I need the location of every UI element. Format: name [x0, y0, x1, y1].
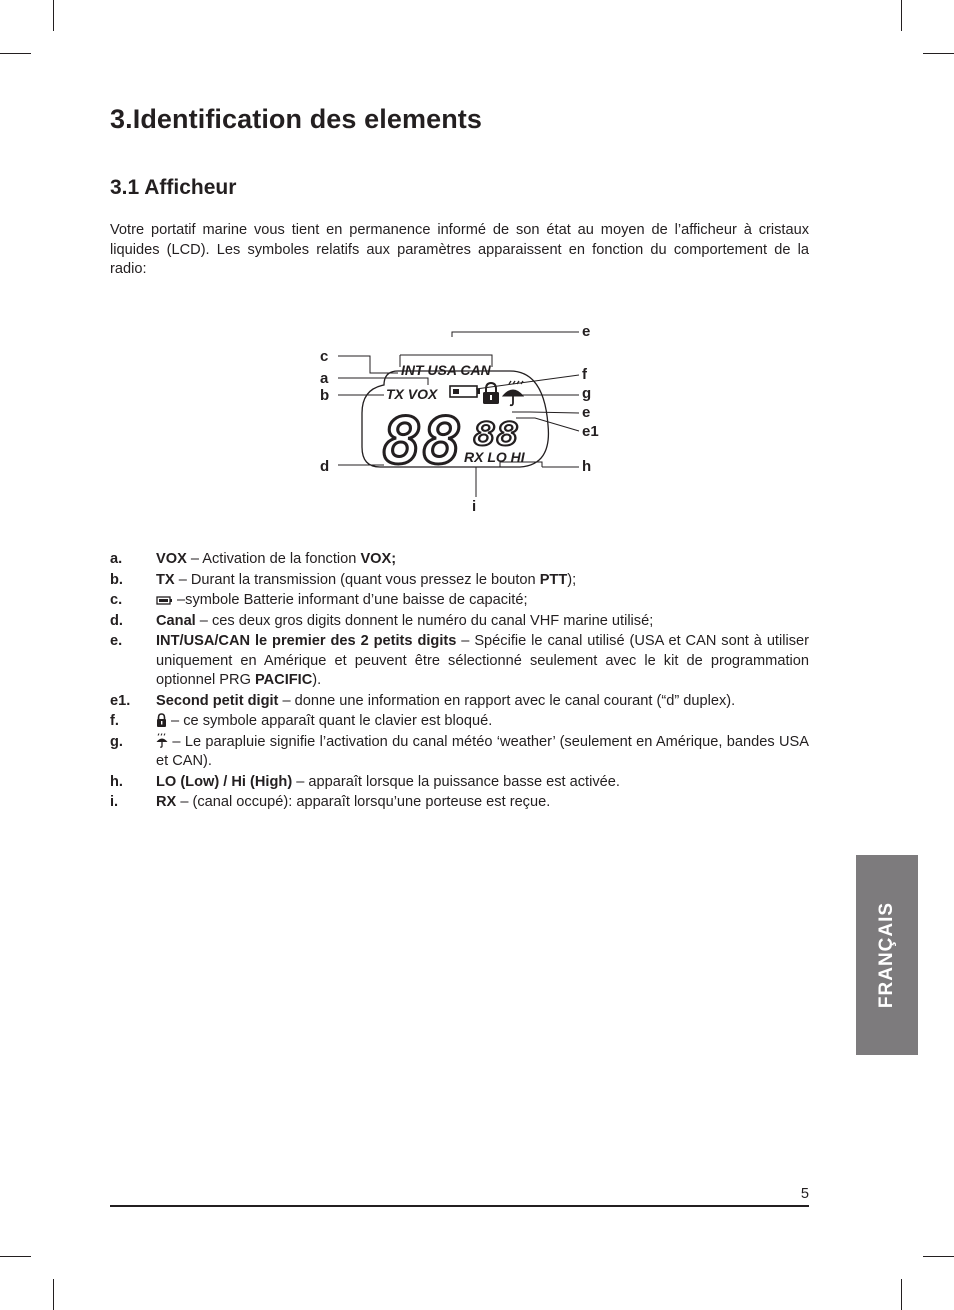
crop-mark: [53, 0, 54, 31]
callout-e-top: e: [582, 323, 591, 340]
crop-mark: [901, 1279, 902, 1310]
lcd-txvox-label: TX VOX: [386, 386, 438, 402]
legend-item-h: h. LO (Low) / Hi (High) – apparaît lorsque la puissance basse est activée.: [110, 773, 809, 793]
legend-item-b: b. TX – Durant la transmission (quant vous pressez le bouton PTT);: [110, 571, 809, 591]
callout-b: b: [320, 387, 330, 404]
legend-list: [110, 550, 809, 814]
item-term: TX: [156, 571, 175, 588]
language-tab: [856, 855, 918, 1055]
lcd-bottom-label: RX LO HI: [464, 449, 525, 465]
callout-h: h: [582, 458, 592, 475]
item-letter: i.: [110, 794, 119, 810]
item-letter: d.: [110, 612, 123, 629]
item-letter: b.: [110, 571, 123, 588]
umbrella-icon: [156, 733, 168, 748]
intro-paragraph: Votre portatif marine vous tient en permanence informé de son état au moyen de l’afficheur à cristaux liquides (LCD). Les symboles relatifs aux paramètres apparaissent en fonction du comportement de la radio:: [110, 222, 809, 277]
item-term: LO (Low) / Hi (High): [156, 773, 293, 790]
callout-i: i: [472, 498, 477, 515]
crop-mark: [0, 1256, 31, 1257]
item-letter: c.: [110, 592, 123, 608]
crop-mark: [53, 1279, 54, 1310]
section-title: 3.1 Afficheur: [110, 176, 237, 199]
language-label: FRANÇAIS: [876, 901, 897, 1009]
crop-mark: [901, 0, 902, 31]
callout-c: c: [320, 348, 329, 365]
lcd-battery-icon: [450, 386, 480, 397]
lcd-band-label: INT USA CAN: [401, 362, 491, 378]
legend-item-c: c. –symbole Batterie informant d’une baisse de capacité;: [110, 591, 809, 611]
item-letter: e.: [110, 633, 123, 649]
lcd-lock-icon: [483, 383, 499, 404]
callout-f: f: [582, 366, 587, 383]
item-letter: e1.: [110, 692, 131, 709]
legend-item-i: i. RX – (canal occupé): apparaît lorsqu’une porteuse est reçue.: [110, 793, 809, 813]
legend-item-g: g. – Le parapluie signifie l’activation du canal météo ‘weather’ (seulement en Amérique, bandes USA et CAN).: [110, 733, 809, 769]
legend-item-e: e. INT/USA/CAN le premier des 2 petits digits – Spécifie le canal utilisé (USA et CAN sont à utiliser uniquement en Amérique et peuvent être sélectionné seulement avec le kit de programmation optionnel PRG PACIFIC).: [110, 633, 809, 688]
item-letter: a.: [110, 551, 123, 567]
lcd-diagram: [300, 315, 630, 520]
legend-item-a: a. VOX – Activation de la fonction VOX;: [110, 550, 809, 570]
legend-item-e1: e1. Second petit digit – donne une information en rapport avec le canal courant (“d” duplex).: [110, 692, 809, 712]
item-term: VOX: [156, 551, 187, 567]
item-term: INT/USA/CAN le premier des 2 petits digits: [156, 633, 457, 649]
crop-mark: [923, 1256, 954, 1257]
battery-icon: [156, 595, 173, 606]
callout-d: d: [320, 458, 330, 475]
callout-e: e: [582, 404, 591, 421]
crop-mark: [923, 53, 954, 54]
crop-mark: [0, 53, 31, 54]
lock-icon: [156, 713, 167, 727]
lcd-drawing: [300, 315, 630, 520]
footer-divider: [110, 1205, 809, 1207]
item-letter: g.: [110, 733, 123, 750]
page-number: 5: [800, 1186, 809, 1202]
lcd-small-digits: 88: [473, 415, 519, 453]
item-letter: f.: [110, 713, 119, 729]
callout-a: a: [320, 370, 329, 387]
item-term: RX: [156, 794, 177, 810]
item-term: Canal: [156, 612, 196, 629]
page-title: 3.Identification des elements: [110, 104, 483, 134]
lcd-big-digits: 88: [382, 405, 462, 479]
item-term: Second petit digit: [156, 692, 279, 709]
legend-item-f: f. – ce symbole apparaît quant le clavier est bloqué.: [110, 712, 809, 732]
legend-item-d: d. Canal – ces deux gros digits donnent le numéro du canal VHF marine utilisé;: [110, 612, 809, 632]
item-letter: h.: [110, 773, 123, 790]
callout-g: g: [582, 385, 592, 402]
callout-e1: e1: [582, 423, 599, 440]
